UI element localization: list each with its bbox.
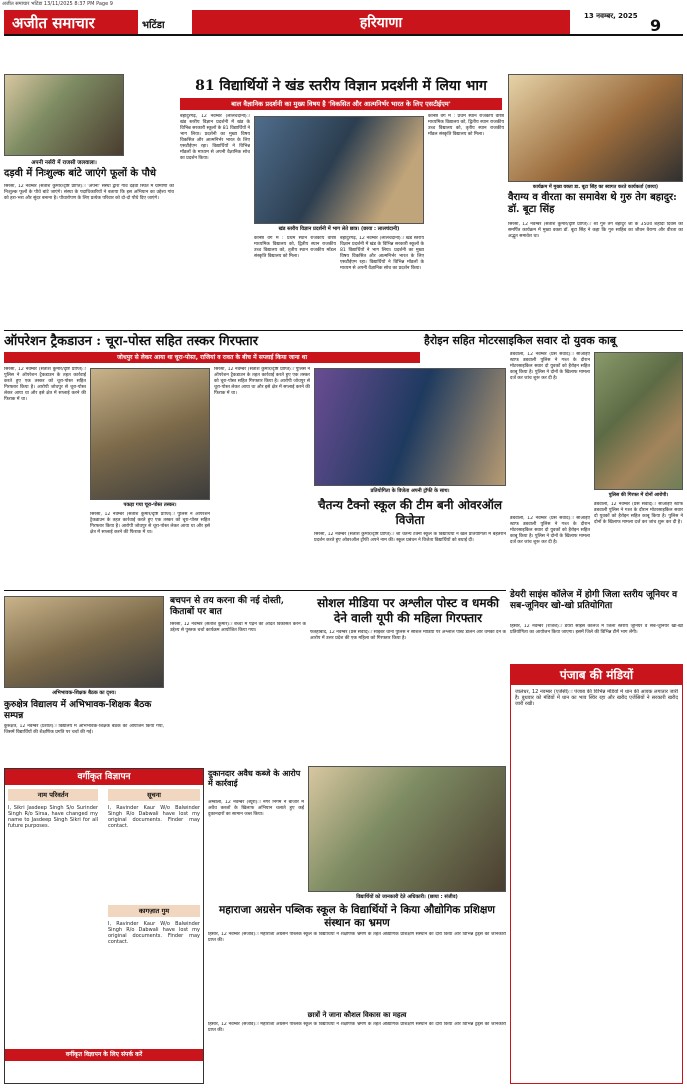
section-banner: [192, 10, 570, 34]
bachpan-body: सिरसा, 12 नवम्बर (सतीश कुमार)ः बच्चों में पढ़ने की आदत विकसित करने के उद्देश्य से पुस्तक चर्चा कार्यक्रम आयोजित किया गया।: [170, 622, 306, 633]
parents-photo: [4, 596, 164, 688]
chaitanya-photo: [314, 368, 506, 486]
operation-body-3: सिरसा, 12 नवम्बर (सतीश कुमार/दृष्टि प्राप्ति)ः पुलिस ने ऑपरेशन ट्रैकडाउन के तहत कार्रवाई करते हुए एक तस्कर को चूरा-पोस्त सहित गिरफ्तार किया है। आरोपी जोधपुर से चूरा-पोस्त लेकर आया था और इसे क्षेत्र में सप्लाई करने की फिराक में था।: [214, 367, 310, 396]
section-divider: [4, 330, 683, 331]
chaitanya-headline: चैतन्य टैक्नो स्कूल की टीम बनी ओवरऑल विजेता: [318, 498, 502, 527]
parents-body: कुरुक्षेत्र, 12 नवम्बर (प्रशांत)ः विद्यालय में अभिभावक-शिक्षक बैठक का आयोजन किया गया, जिसमें विद्यार्थियों की शैक्षणिक प्रगति पर चर्चा की गई।: [4, 724, 164, 735]
nursery-photo: [4, 74, 124, 156]
edition-name: भटिंडा: [142, 20, 165, 31]
maharaja-subhead: छात्रों ने जाना कौशल विकास का महत्व: [307, 1010, 407, 1019]
classified-tab-name-change: नाम परिवर्तन: [8, 789, 98, 801]
nursery-caption: अपनी नर्सरी में राजसी जलवाला।: [31, 160, 97, 166]
punjab-body: जालंधर, 12 नवम्बर (एजेंसी)ः पंजाब की विभिन्न मंडियों में धान की आवक लगातार जारी है। बुधवार को मंडियों में धान का भाव स्थिर रहा और खरीद एजेंसियों ने सरकारी खरीद जारी रखी।: [515, 689, 678, 707]
guru-headline: वैराग्य व वीरता का समावेश थे गुरु तेग बहादुर: डॉ. बूटा सिंह: [508, 192, 677, 215]
heroin-headline: हैरोइन सहित मोटरसाइकिल सवार दो युवक काबू: [424, 334, 617, 347]
lead-caption: खंड स्तरीय विज्ञान प्रदर्शनी में भाग लेते छात्र। (छाया : लालचंदानी): [278, 226, 400, 232]
nursery-headline: दड़वी में निःशुल्क बांटे जाएंगे फूलों के पौधे: [4, 168, 156, 179]
lead-body-right: कनिष्ठ वर्ग में : प्रथम स्थान राजकीय वरिष्ठ माध्यमिक विद्यालय को, द्वितीय स्थान राजकीय उच्च विद्यालय को, तृतीय स्थान राजकीय मॉडल संस्कृति विद्यालय को मिला।: [428, 114, 504, 137]
masthead: [4, 10, 683, 36]
operation-subhead: जोधपुर से लेकर आया था चूरा-पोस्त, राजियां व रावत के बीच में सप्लाई किया जाना था: [4, 352, 420, 363]
operation-body-2: सिरसा, 12 नवम्बर (सतीश कुमार/दृष्टि प्राप्ति)ः पुलिस ने ऑपरेशन ट्रैकडाउन के तहत कार्रवाई करते हुए एक तस्कर को चूरा-पोस्त सहित गिरफ्तार किया है। आरोपी जोधपुर से चूरा-पोस्त लेकर आया था और इसे क्षेत्र में सप्लाई करने की फिराक में था।: [90, 512, 210, 535]
road-body: अम्बाला, 12 नवम्बर (ब्यूरो)ः नगर निगम ने बाजार में अवैध कब्जों के खिलाफ अभियान चलाते हुए कई दुकानदारों का सामान जब्त किया।: [208, 800, 304, 817]
guru-caption: कार्यक्रम में मुख्य वक्ता डा. बूटा सिंह का स्वागत करते कार्यकर्ता (छाया): [532, 185, 659, 190]
dairy-body: हिसार, 12 नवम्बर (राजेश)ः डेयरी साइंस कॉलेज में जिला स्तरीय जूनियर व सब-जूनियर खो-खो प्रतियोगिता का आयोजन किया जाएगा। इसमें जिले की विभिन्न टीमें भाग लेंगी।: [510, 624, 683, 635]
social-body: फतेहाबाद, 12 नवम्बर (प्रेस संवाद)ः साइबर थाना पुलिस ने सोशल मीडिया पर अश्लील पोस्ट डालने और धमकी देने के आरोप में उत्तर प्रदेश की एक महिला को गिरफ्तार किया है।: [310, 630, 506, 641]
heroin-caption: पुलिस की गिरफ्त में दोनों आरोपी।: [608, 493, 669, 498]
maharaja-headline: महाराजा अग्रसेन पब्लिक स्कूल के विद्यार्थियों ने किया औद्योगिक प्रशिक्षण संस्थान का भ्रमण: [219, 904, 495, 929]
parents-caption: अभिभावक-शिक्षक बैठक का दृश्य।: [52, 690, 116, 696]
lead-body-continued: बहादुरगढ़, 12 नवम्बर (लालचंदानी)ः खंड स्तरीय विज्ञान प्रदर्शनी में खंड के विभिन्न सरकारी स्कूलों के 81 विद्यार्थियों ने भाग लिया। प्रदर्शनी का मुख्य विषय विकसित और आत्मनिर्भर भारत के लिए एसटीईएम रहा। विद्यार्थियों ने विभिन्न मॉडलों के माध्यम से अपनी वैज्ञानिक सोच का प्रदर्शन किया।: [340, 236, 424, 271]
print-line: अजीत समाचार भटिंडा 13/11/2025 8:37 PM Page 9: [2, 1, 113, 7]
section-divider: [4, 590, 506, 591]
dairy-headline: डेयरी साइंस कॉलेज में होगी जिला स्तरीय जूनियर व सब-जूनियर खो-खो प्रतियोगिता: [510, 590, 678, 611]
maharaja-body-2: हिसार, 12 नवम्बर (संजीव)ः महाराजा अग्रसेन पब्लिक स्कूल के विद्यार्थियों ने शैक्षणिक भ्रमण के तहत औद्योगिक प्रशिक्षण संस्थान का दौरा किया और विभिन्न ट्रेड्स की जानकारी प्राप्त की।: [208, 1022, 506, 1033]
operation-photo: [90, 368, 210, 500]
maharaja-caption: विद्यार्थियों को जानकारी देते अधिकारी। (छाया : संजीव): [356, 894, 458, 900]
lead-results: कनिष्ठ वर्ग में : प्रथम स्थान राजकीय वरिष्ठ माध्यमिक विद्यालय को, द्वितीय स्थान राजकीय उच्च विद्यालय को, तृतीय स्थान राजकीय मॉडल संस्कृति विद्यालय को मिला।: [254, 236, 336, 259]
maharaja-body: हिसार, 12 नवम्बर (संजीव)ः महाराजा अग्रसेन पब्लिक स्कूल के विद्यार्थियों ने शैक्षणिक भ्रमण के तहत औद्योगिक प्रशिक्षण संस्थान का दौरा किया और विभिन्न ट्रेड्स की जानकारी प्राप्त की।: [208, 932, 506, 943]
paper-name: अजीत समाचार: [12, 14, 95, 32]
lead-headline: 81 विद्यार्थियों ने खंड स्तरीय विज्ञान प्रदर्शनी में लिया भाग: [195, 78, 487, 94]
heroin-body: डबवाली, 12 नवम्बर (प्रेस संवाद)ः सीआईए स्टाफ डबवाली पुलिस ने गश्त के दौरान मोटरसाइकिल सवार दो युवकों को हैरोइन सहित काबू किया है। पुलिस ने दोनों के खिलाफ मामला दर्ज कर जांच शुरू कर दी है।: [510, 352, 590, 381]
lead-body: बहादुरगढ़, 12 नवम्बर (लालचंदानी)ः खंड स्तरीय विज्ञान प्रदर्शनी में खंड के विभिन्न सरकारी स्कूलों के 81 विद्यार्थियों ने भाग लिया। प्रदर्शनी का मुख्य विषय विकसित और आत्मनिर्भर भारत के लिए एसटीईएम रहा। विद्यार्थियों ने विभिन्न मॉडलों के माध्यम से अपनी वैज्ञानिक सोच का प्रदर्शन किया।: [180, 114, 250, 161]
chaitanya-caption: प्रतियोगिता के विजेता अपनी ट्रॉफी के साथ।: [370, 488, 450, 494]
masthead-brand-block: [4, 10, 138, 34]
classified-body-2: I, Ravinder Kaur W/o Balwinder Singh R/o Dabwali have lost my original documents. Finder may contact.: [108, 805, 200, 829]
lead-subhead: बाल वैज्ञानिक प्रदर्शनी का मुख्य विषय है 'विकसित और आत्मनिर्भर भारत के लिए एसटीईएम': [180, 98, 502, 110]
classified-body-3: I, Ravinder Kaur W/o Balwinder Singh R/o Dabwali have lost my original documents. Finder may contact.: [108, 921, 200, 945]
lead-photo: [254, 116, 424, 224]
operation-headline: ऑपरेशन ट्रैकडाउन : चूरा-पोस्त सहित तस्कर गिरफ्तार: [4, 334, 259, 349]
classified-tab-notice: सूचना: [108, 789, 200, 801]
nursery-body: सिरसा, 12 नवम्बर (सतीश कुमार/दृष्टि प्राप्ति)ः 'अपनी' संस्था द्वारा गांव दड़वी स्थित में ग्रामीणों को निःशुल्क फूलों के पौधे बांटे जाएंगे। संस्था के पदाधिकारियों ने बताया कि इस अभियान का उद्देश्य गांव को हरा-भरा और सुंदर बनाना है। पौधारोपण के लिए प्रत्येक परिवार को दो-दो पौधे दिए जाएंगे।: [4, 184, 174, 201]
guru-body: सिरसा, 12 नवम्बर (सतीश कुमार/दृष्टि प्राप्ति)ः श्री गुरु तेग बहादुर जी के 350वें शहीदी दिवस को समर्पित कार्यक्रम में मुख्य वक्ता डॉ. बूटा सिंह ने कहा कि गुरु साहिब का जीवन वैराग्य और वीरता का अद्भुत समावेश था।: [508, 222, 683, 239]
classified-body-1: I, Sikri Jasdeep Singh S/o Surinder Singh R/o Sirsa, have changed my name to Jasdeep Singh Sikri for all future purposes.: [8, 805, 98, 829]
classified-title: वर्गीकृत विज्ञापन: [5, 769, 203, 785]
heroin-photo: [594, 352, 683, 490]
maharaja-photo: [308, 766, 506, 892]
social-headline: सोशल मीडिया पर अश्लील पोस्ट व धमकी देने वाली यूपी की महिला गिरफ्तार: [317, 596, 499, 625]
classified-box: [4, 768, 204, 1084]
punjab-box: [510, 664, 683, 1084]
heroin-body-3: डबवाली, 12 नवम्बर (प्रेस संवाद)ः सीआईए स्टाफ डबवाली पुलिस ने गश्त के दौरान मोटरसाइकिल सवार दो युवकों को हैरोइन सहित काबू किया है। पुलिस ने दोनों के खिलाफ मामला दर्ज कर जांच शुरू कर दी है।: [510, 516, 590, 545]
punjab-title: पंजाब की मंडियों: [511, 665, 682, 685]
issue-date: 13 नवम्बर, 2025: [584, 12, 638, 20]
page-number: 9: [650, 16, 662, 35]
section-title: हरियाणा: [359, 15, 403, 31]
road-headline: दुकानदार अवैध कब्जे के आरोप में कार्रवाई: [208, 768, 301, 788]
parents-headline: कुरुक्षेत्र विद्यालय में अभिभावक-शिक्षक बैठक सम्पन्न: [4, 700, 152, 721]
classified-tab-lost: कागज़ात गुम: [108, 905, 200, 917]
chaitanya-body: सिरसा, 12 नवम्बर (सतीश कुमार/दृष्टि प्राप्ति)ः श्री चैतन्य टैक्नो स्कूल के विद्यार्थियों ने खेल प्रतियोगिता में बेहतरीन प्रदर्शन करते हुए ओवरऑल ट्रॉफी अपने नाम की। स्कूल प्रबंधन ने विजेता विद्यार्थियों को बधाई दी।: [314, 532, 506, 543]
classified-footer: वर्गीकृत विज्ञापन के लिए संपर्क करें: [5, 1049, 203, 1061]
operation-body: सिरसा, 12 नवम्बर (सतीश कुमार/दृष्टि प्राप्ति)ः पुलिस ने ऑपरेशन ट्रैकडाउन के तहत कार्रवाई करते हुए एक तस्कर को चूरा-पोस्त सहित गिरफ्तार किया है। आरोपी जोधपुर से चूरा-पोस्त लेकर आया था और इसे क्षेत्र में सप्लाई करने की फिराक में था।: [4, 367, 86, 402]
operation-caption: पकड़ा गया चूरा-पोस्त तस्कर।: [123, 502, 177, 508]
bachpan-headline: बचपन से तय करना की नई दोस्ती, किताबों पर बात: [170, 596, 284, 617]
heroin-body-2: डबवाली, 12 नवम्बर (प्रेस संवाद)ः सीआईए स्टाफ डबवाली पुलिस ने गश्त के दौरान मोटरसाइकिल सवार दो युवकों को हैरोइन सहित काबू किया है। पुलिस ने दोनों के खिलाफ मामला दर्ज कर जांच शुरू कर दी है।: [594, 502, 683, 525]
guru-photo: [508, 74, 683, 182]
